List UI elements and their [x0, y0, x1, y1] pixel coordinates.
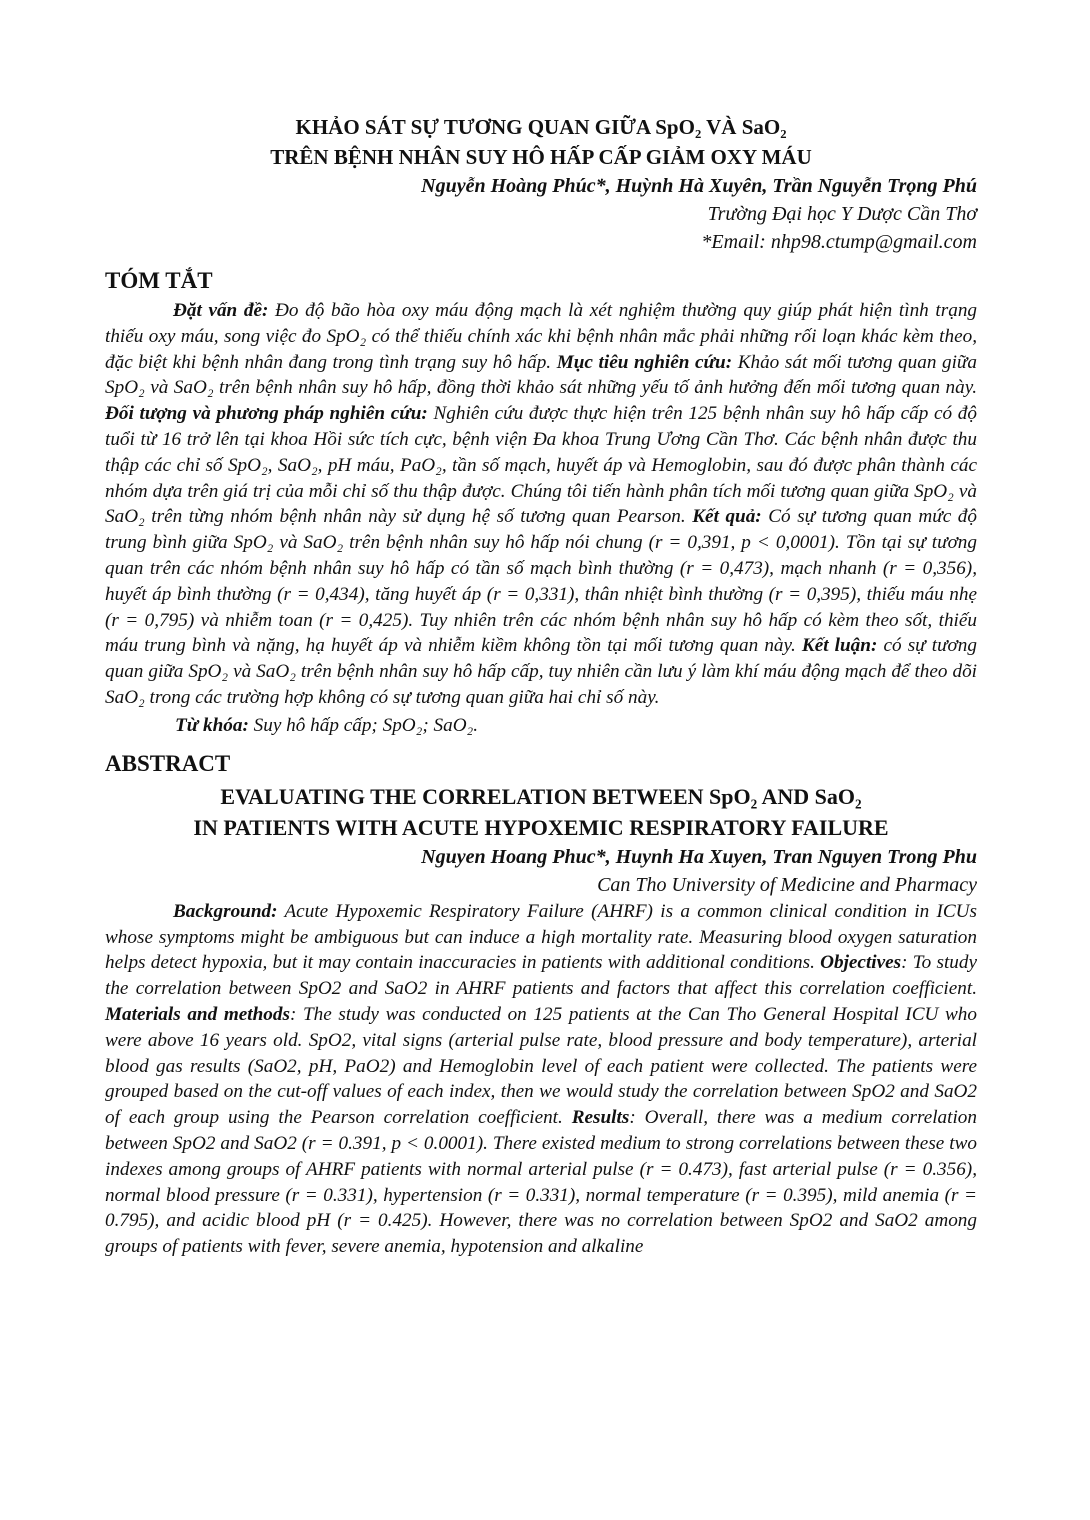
en-affiliation: Can Tho University of Medicine and Pharmacy: [597, 873, 977, 896]
en-abstract-heading: ABSTRACT: [105, 750, 231, 776]
vi-label-objectives: Mục tiêu nghiên cứu:: [556, 351, 733, 373]
vi-keywords-label: Từ khóa:: [175, 714, 249, 736]
en-authors: Nguyen Hoang Phuc*, Huynh Ha Xuyen, Tran Nguyen Trong Phu: [421, 845, 977, 868]
en-text-results: : Overall, there was a medium correlation between SpO2 and SaO2 (r = 0.391, p < 0.0001). There existed medium to strong correlations between these two indexes among groups of AHRF patients with normal arterial pulse (r = 0.473), fast arterial pulse (r = 0.356), normal blood pressure (r = 0.331), hypertension (r = 0.331), normal temperature (r = 0.395), mild anemia (r = 0.795), and acidic blood pH (r = 0.425). However, there was no correlation between SpO2 and SaO2 among groups of patients with fever, severe anemia, hypotension and alkaline: [105, 1107, 977, 1258]
vi-authors: Nguyễn Hoàng Phúc*, Huỳnh Hà Xuyên, Trần Nguyễn Trọng Phú: [421, 175, 977, 197]
en-title-line1: EVALUATING THE CORRELATION BETWEEN SpO₂ AND SaO₂: [220, 783, 862, 809]
vi-label-results: Kết quả:: [692, 506, 762, 528]
paper-page: [105, 112, 977, 1260]
vi-text-results: Có sự tương quan mức độ trung bình giữa SpO₂ và SaO₂ trên bệnh nhân suy hô hấp nói chung (r = 0,391, p < 0,0001). Tồn tại sự tương quan trên các nhóm bệnh nhân suy hô hấp có tần số mạch bình thường (r = 0,473), mạch nhanh (r = 0,356), huyết áp bình thường (r = 0,434), tăng huyết áp (r = 0,331), thân nhiệt bình thường (r = 0,395), thiếu máu nhẹ (r = 0,795) và nhiễm toan (r = 0,425). Tuy nhiên trên các nhóm bệnh nhân suy hô hấp có kèm theo sốt, thiếu máu trung bình và nặng, hạ huyết áp và nhiễm kiềm không tồn tại mối tương quan này.: [105, 506, 977, 657]
en-label-background: Background:: [173, 900, 278, 922]
en-title: [105, 781, 977, 843]
vi-text-objectives: Khảo sát mối tương quan giữa SpO₂ và SaO₂ trên bệnh nhân suy hô hấp, đồng thời khảo sát những yếu tố ảnh hưởng đến mối tương quan này.: [105, 351, 977, 399]
vi-keywords: [105, 713, 977, 739]
vi-affiliation: Trường Đại học Y Dược Cần Thơ: [707, 203, 977, 225]
vi-title: [105, 112, 977, 172]
vi-label-methods: Đối tượng và phương pháp nghiên cứu:: [105, 403, 428, 425]
contact-email: *Email: nhp98.ctump@gmail.com: [701, 231, 977, 253]
vi-abstract-body: [105, 298, 977, 711]
en-abstract-body: [105, 899, 977, 1260]
en-label-objectives: Objectives: [820, 952, 902, 974]
vi-title-line2: TRÊN BỆNH NHÂN SUY HÔ HẤP CẤP GIẢM OXY MÁU: [270, 145, 812, 169]
vi-label-background: Đặt vấn đề:: [173, 300, 269, 321]
en-title-line2: IN PATIENTS WITH ACUTE HYPOXEMIC RESPIRATORY FAILURE: [193, 814, 889, 840]
vi-title-line1: KHẢO SÁT SỰ TƯƠNG QUAN GIỮA SpO₂ VÀ SaO₂: [295, 115, 787, 139]
vi-text-background: Đo độ bão hòa oxy máu động mạch là xét nghiệm thường quy giúp phát hiện tình trạng thiếu oxy máu, song việc đo SpO₂ có thể thiếu chính xác khi bệnh nhân mắc phải những rối loạn khác kèm theo, đặc biệt khi bệnh nhân đang trong tình trạng suy hô hấp.: [105, 300, 978, 373]
vi-keywords-text: Suy hô hấp cấp; SpO₂; SaO₂.: [248, 714, 479, 736]
en-label-methods: Materials and methods: [105, 1003, 290, 1025]
vi-text-conclusion: có sự tương quan giữa SpO₂ và SaO₂ trên bệnh nhân suy hô hấp cấp, tuy nhiên cần lưu ý làm khí máu động mạch để theo dõi SaO₂ trong các trường hợp không có sự tương quan giữa hai chỉ số này.: [105, 635, 977, 708]
en-text-methods: : The study was conducted on 125 patients at the Can Tho General Hospital ICU who were above 16 years old. SpO2, vital signs (arterial pulse rate, blood pressure and body temperature), arterial blood gas results (SaO2, pH, PaO2) and Hemoglobin level of each patient were collected. The patients were grouped based on the cut-off values of each index, then we would study the correlation between SpO2 and SaO2 of each group using the Pearson correlation coefficient.: [105, 1003, 977, 1129]
vi-label-conclusion: Kết luận:: [801, 635, 878, 657]
en-label-results: Results: [571, 1107, 630, 1129]
en-text-background: Acute Hypoxemic Respiratory Failure (AHRF) is a common clinical condition in ICUs whose symptoms might be ambiguous but can induce a high mortality rate. Measuring blood oxygen saturation helps detect hypoxia, but it may contain inaccuracies in patients with additional conditions.: [105, 900, 977, 974]
vi-abstract-heading: TÓM TẮT: [105, 268, 213, 293]
en-text-objectives: : To study the correlation between SpO2 and SaO2 in AHRF patients and factors that affect this correlation coefficient.: [105, 952, 977, 1000]
vi-text-methods: Nghiên cứu được thực hiện trên 125 bệnh nhân suy hô hấp cấp có độ tuổi từ 16 trở lên tại khoa Hồi sức tích cực, bệnh viện Đa khoa Trung Ương Cần Thơ. Các bệnh nhân được thu thập các chỉ số SpO₂, SaO₂, pH máu, PaO₂, tần số mạch, huyết áp và Hemoglobin, sau đó được phân thành các nhóm dựa trên giá trị của mỗi chỉ số thu thập được. Chúng tôi tiến hành phân tích mối tương quan giữa SpO₂ và SaO₂ trên từng nhóm bệnh nhân này sử dụng hệ số tương quan Pearson.: [105, 403, 977, 528]
